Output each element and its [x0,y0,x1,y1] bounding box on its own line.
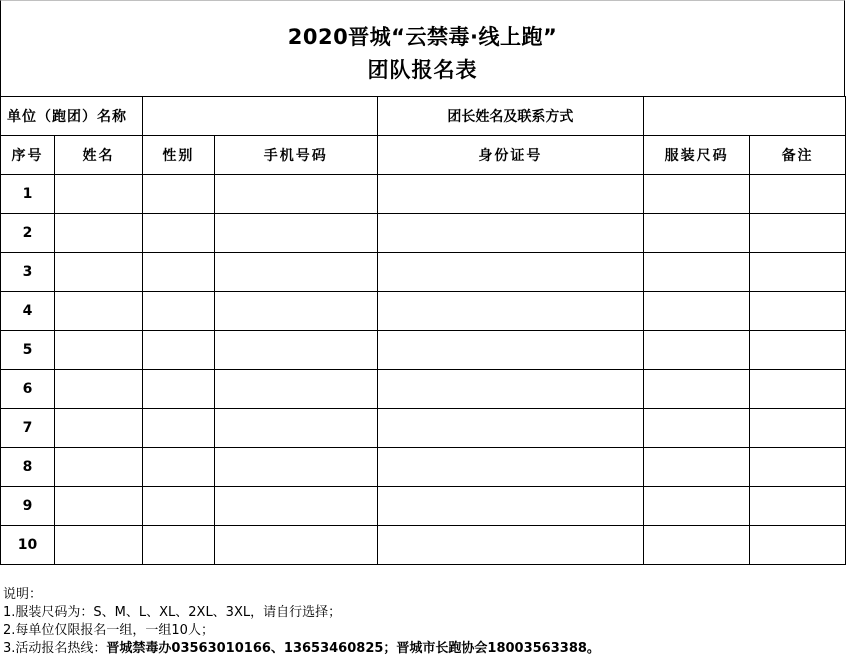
gender-cell[interactable] [142,487,214,526]
table-row [1,292,846,331]
phone-cell[interactable] [214,487,377,526]
table-row [1,253,846,292]
table-row [1,448,846,487]
phone-cell[interactable] [214,253,377,292]
clothing-size-cell[interactable] [644,292,750,331]
id-number-cell[interactable] [377,487,644,526]
table-row [1,370,846,409]
form-title: 2020晋城“云禁毒·线上跑” [287,25,558,49]
clothing-size-cell[interactable] [644,331,750,370]
name-cell[interactable] [54,487,142,526]
remarks-cell[interactable] [750,214,846,253]
remarks-cell[interactable] [750,370,846,409]
row-number: 7 [1,409,55,448]
col-header-id-number: 身份证号 [377,136,644,175]
unit-name-cell[interactable] [142,97,377,136]
remarks-cell[interactable] [750,331,846,370]
notes-section [3,586,600,658]
name-cell[interactable] [54,292,142,331]
gender-cell[interactable] [142,370,214,409]
name-cell[interactable] [54,409,142,448]
leader-contact-label: 团长姓名及联系方式 [377,97,644,136]
row-number: 9 [1,487,55,526]
name-cell[interactable] [54,253,142,292]
unit-name-label: 单位（跑团）名称 [1,97,143,136]
info-row [1,97,846,136]
notes-line-1: 1.服装尺码为：S、M、L、XL、2XL、3XL，请自行选择； [3,605,342,620]
remarks-cell[interactable] [750,253,846,292]
table-row [1,175,846,214]
clothing-size-cell[interactable] [644,370,750,409]
row-number: 8 [1,448,55,487]
col-header-phone: 手机号码 [214,136,377,175]
gender-cell[interactable] [142,214,214,253]
name-cell[interactable] [54,370,142,409]
clothing-size-cell[interactable] [644,448,750,487]
name-cell[interactable] [54,526,142,565]
notes-line-2: 2.每单位仅限报名一组，一组10人； [3,623,214,638]
gender-cell[interactable] [142,175,214,214]
clothing-size-cell[interactable] [644,253,750,292]
col-header-clothing-size: 服装尺码 [644,136,750,175]
table-row [1,331,846,370]
row-number: 2 [1,214,55,253]
id-number-cell[interactable] [377,292,644,331]
id-number-cell[interactable] [377,331,644,370]
leader-contact-cell[interactable] [644,97,846,136]
phone-cell[interactable] [214,331,377,370]
phone-cell[interactable] [214,448,377,487]
id-number-cell[interactable] [377,409,644,448]
row-number: 4 [1,292,55,331]
remarks-cell[interactable] [750,409,846,448]
phone-cell[interactable] [214,370,377,409]
remarks-cell[interactable] [750,487,846,526]
row-number: 3 [1,253,55,292]
gender-cell[interactable] [142,253,214,292]
col-header-gender: 性别 [142,136,214,175]
name-cell[interactable] [54,331,142,370]
remarks-cell[interactable] [750,175,846,214]
clothing-size-cell[interactable] [644,214,750,253]
gender-cell[interactable] [142,526,214,565]
col-header-remarks: 备注 [750,136,846,175]
table-row [1,409,846,448]
phone-cell[interactable] [214,409,377,448]
id-number-cell[interactable] [377,370,644,409]
header-row [1,136,846,175]
remarks-cell[interactable] [750,526,846,565]
row-number: 5 [1,331,55,370]
remarks-cell[interactable] [750,448,846,487]
id-number-cell[interactable] [377,526,644,565]
table-row [1,214,846,253]
col-header-name: 姓名 [54,136,142,175]
id-number-cell[interactable] [377,175,644,214]
notes-heading: 说明： [3,587,43,602]
form-subtitle: 团队报名表 [367,58,478,82]
row-number: 10 [1,526,55,565]
row-number: 1 [1,175,55,214]
gender-cell[interactable] [142,331,214,370]
gender-cell[interactable] [142,292,214,331]
id-number-cell[interactable] [377,253,644,292]
clothing-size-cell[interactable] [644,175,750,214]
clothing-size-cell[interactable] [644,409,750,448]
remarks-cell[interactable] [750,292,846,331]
col-header-no: 序号 [1,136,55,175]
id-number-cell[interactable] [377,448,644,487]
id-number-cell[interactable] [377,214,644,253]
title-block [0,0,845,96]
gender-cell[interactable] [142,448,214,487]
clothing-size-cell[interactable] [644,487,750,526]
phone-cell[interactable] [214,214,377,253]
phone-cell[interactable] [214,292,377,331]
clothing-size-cell[interactable] [644,526,750,565]
row-number: 6 [1,370,55,409]
name-cell[interactable] [54,214,142,253]
phone-cell[interactable] [214,175,377,214]
phone-cell[interactable] [214,526,377,565]
gender-cell[interactable] [142,409,214,448]
table-row [1,526,846,565]
notes-line-3-prefix: 3.活动报名热线： [3,641,107,656]
table-row [1,487,846,526]
name-cell[interactable] [54,175,142,214]
notes-line-3 [3,640,600,658]
name-cell[interactable] [54,448,142,487]
registration-table [0,96,846,565]
notes-line-3-hotlines: 晋城禁毒办03563010166、13653460825；晋城市长跑协会18003563388。 [106,641,600,656]
